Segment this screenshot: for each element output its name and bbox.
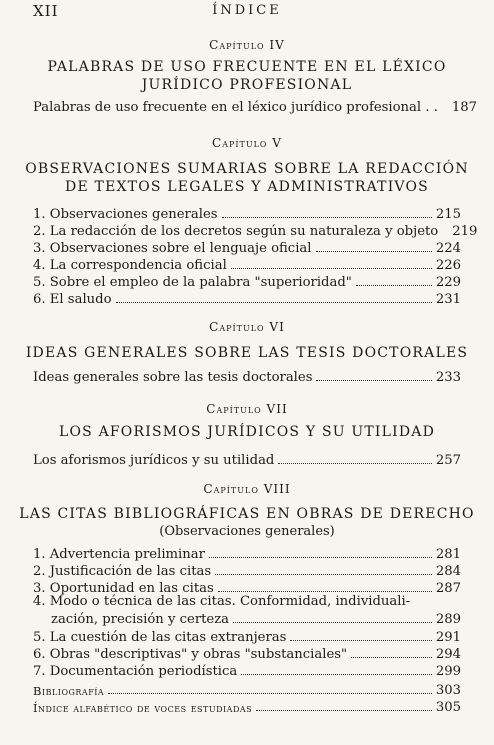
toc-entry: Ideas generales sobre las tesis doctorales 233 <box>33 370 461 385</box>
chapter-5-title-line1: OBSERVACIONES SUMARIAS SOBRE LA REDACCIÓN <box>25 161 469 177</box>
page-header-title: ÍNDICE <box>212 3 282 18</box>
chapter-5-title-line2: DE TEXTOS LEGALES Y ADMINISTRATIVOS <box>65 179 429 195</box>
toc-entry-text: Palabras de uso frecuente en el léxico jurídico profesional . . <box>33 100 438 115</box>
chapter-8-label: Capítulo VIII <box>203 482 291 496</box>
toc-entry: 5. Sobre el empleo de la palabra "superioridad" 229 <box>33 275 461 290</box>
chapter-7-title: LOS AFORISMOS JURÍDICOS Y SU UTILIDAD <box>58 424 436 440</box>
toc-entry-multiline-line1: 4. Modo o técnica de las citas. Conformidad, individuali- <box>33 594 411 609</box>
chapter-6-label: Capítulo VI <box>209 320 285 334</box>
toc-entry: 4. La correspondencia oficial 226 <box>33 258 461 273</box>
chapter-4-title-line2: JURÍDICO PROFESIONAL <box>141 77 353 93</box>
toc-entry: 1. Observaciones generales 215 <box>33 207 461 222</box>
chapter-5-label: Capítulo V <box>212 136 282 150</box>
chapter-4-title-line1: PALABRAS DE USO FRECUENTE EN EL LÉXICO <box>47 59 447 75</box>
toc-entry: 7. Documentación periodística 299 <box>33 664 461 679</box>
toc-entry-indice-alfabetico: Índice alfabético de voces estudiadas 305 <box>33 700 461 715</box>
toc-entry: zación, precisión y certeza 289 <box>51 612 461 627</box>
chapter-8-subtitle: (Observaciones generales) <box>159 524 335 539</box>
chapter-4-label: Capítulo IV <box>209 38 285 52</box>
toc-entry: 2. La redacción de los decretos según su naturaleza y objeto 219 <box>33 224 478 239</box>
toc-entry <box>33 98 478 115</box>
toc-entry: Los aforismos jurídicos y su utilidad 257 <box>33 453 461 468</box>
toc-entry: 5. La cuestión de las citas extranjeras 291 <box>33 630 461 645</box>
toc-entry: 3. Observaciones sobre el lenguaje oficial 224 <box>33 241 461 256</box>
toc-entry: 2. Justificación de las citas 284 <box>33 564 461 579</box>
toc-entry-page: 187 <box>451 100 478 115</box>
toc-entry: 6. Obras "descriptivas" y obras "substanciales" 294 <box>33 647 461 662</box>
chapter-6-title: IDEAS GENERALES SOBRE LAS TESIS DOCTORALES <box>25 345 469 361</box>
toc-entry: 1. Advertencia preliminar 281 <box>33 547 461 562</box>
chapter-7-label: Capítulo VII <box>206 402 288 416</box>
toc-entry: 6. El saludo 231 <box>33 292 461 307</box>
toc-entry: 3. Oportunidad en las citas 287 <box>33 581 461 596</box>
page-number-roman: XII <box>33 2 59 20</box>
chapter-8-title: LAS CITAS BIBLIOGRÁFICAS EN OBRAS DE DERECHO <box>19 506 475 522</box>
toc-entry-bibliografia: Bibliografía 303 <box>33 683 461 698</box>
